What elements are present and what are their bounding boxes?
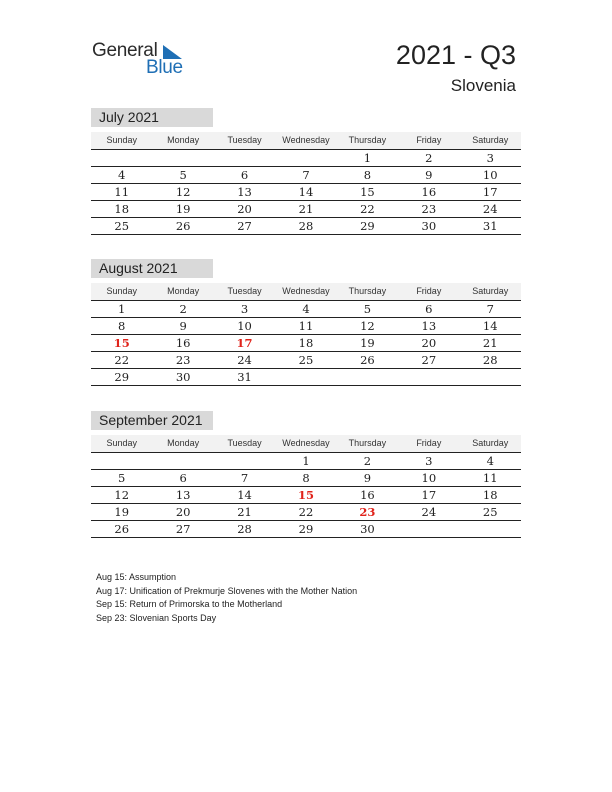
weekday-label: Friday (416, 286, 442, 296)
day-cell: 3 (425, 454, 433, 468)
day-cell: 31 (482, 219, 498, 233)
day-cell (91, 453, 152, 469)
day-cell: 30 (175, 370, 191, 384)
day-cell: 26 (360, 353, 375, 367)
day-cell: 15 (360, 185, 375, 199)
weekday-header-row (91, 283, 521, 301)
day-cell: 12 (175, 185, 191, 199)
day-cell: 10 (421, 471, 437, 485)
day-cell (398, 521, 459, 537)
weekday-label: Thursday (348, 135, 387, 145)
day-cell: 27 (421, 353, 437, 367)
weekday-label: Friday (416, 438, 442, 448)
page-title: 2021 - Q3 (395, 40, 516, 70)
week-row (91, 184, 521, 201)
day-cell: 23 (421, 202, 437, 216)
holiday-note: Aug 17: Unification of Prekmurje Slovenes with the Mother Nation (96, 585, 358, 596)
day-cell: 21 (237, 505, 252, 519)
day-cell: 14 (237, 488, 252, 502)
week-row (91, 218, 521, 235)
holiday-note: Sep 15: Return of Primorska to the Motherland (96, 599, 283, 609)
day-cell: 13 (421, 319, 437, 333)
day-cell: 31 (237, 370, 252, 384)
day-cell: 26 (175, 219, 191, 233)
day-cell: 17 (482, 185, 498, 199)
day-cell: 22 (360, 202, 375, 216)
day-cell: 8 (118, 319, 126, 333)
day-cell: 8 (363, 168, 372, 182)
day-cell: 9 (179, 319, 187, 333)
day-cell: 1 (302, 454, 310, 468)
month-title: September 2021 (91, 411, 213, 430)
week-row (91, 301, 521, 318)
day-cell: 30 (421, 219, 437, 233)
weekday-label: Saturday (472, 438, 509, 448)
weekday-label: Tuesday (227, 135, 262, 145)
day-cell: 27 (237, 219, 252, 233)
day-cell: 25 (298, 353, 314, 367)
day-cell: 16 (175, 336, 191, 350)
day-cell (398, 369, 459, 385)
weekday-label: Sunday (106, 286, 137, 296)
weekday-label: Wednesday (282, 438, 330, 448)
day-cell: 28 (298, 219, 314, 233)
country-name: Slovenia (450, 76, 516, 95)
day-cell: 25 (482, 505, 498, 519)
day-cell: 17 (421, 488, 437, 502)
weekday-label: Tuesday (227, 438, 262, 448)
day-cell: 16 (421, 185, 437, 199)
day-cell: 6 (179, 471, 187, 485)
holiday-day-cell: 15 (297, 488, 314, 502)
day-cell: 29 (298, 522, 314, 536)
day-cell (91, 150, 152, 166)
day-cell (337, 369, 398, 385)
month-title: August 2021 (91, 259, 213, 278)
weekday-label: Wednesday (282, 286, 330, 296)
weekday-label: Thursday (348, 286, 387, 296)
day-cell (275, 369, 336, 385)
day-cell: 10 (237, 319, 252, 333)
week-row (91, 167, 521, 184)
day-cell: 7 (302, 168, 310, 182)
day-cell (460, 521, 521, 537)
day-cell (275, 150, 336, 166)
generalblue-logo (92, 40, 192, 80)
day-cell: 26 (114, 522, 130, 536)
day-cell: 12 (360, 319, 375, 333)
week-row (91, 150, 521, 167)
weekday-label: Sunday (106, 135, 137, 145)
day-cell: 7 (486, 302, 494, 316)
day-cell: 11 (114, 185, 130, 199)
weekday-label: Saturday (472, 135, 509, 145)
day-cell: 19 (114, 505, 130, 519)
day-cell: 5 (179, 168, 187, 182)
day-cell: 2 (425, 151, 433, 165)
day-cell: 22 (298, 505, 314, 519)
day-cell: 5 (363, 302, 372, 316)
holiday-notes (96, 571, 357, 625)
day-cell: 2 (179, 302, 187, 316)
logo-text-blue: Blue (146, 57, 183, 78)
day-cell (214, 453, 275, 469)
weekday-label: Wednesday (282, 135, 330, 145)
day-cell (460, 369, 521, 385)
day-cell: 12 (114, 488, 130, 502)
holiday-day-cell: 17 (236, 336, 253, 350)
weekday-label: Monday (167, 286, 200, 296)
logo-text-general: General (92, 40, 158, 61)
day-cell: 19 (360, 336, 375, 350)
day-cell: 7 (240, 471, 249, 485)
day-cell: 23 (175, 353, 191, 367)
day-cell: 24 (237, 353, 252, 367)
week-row (91, 318, 521, 335)
day-cell: 14 (298, 185, 314, 199)
day-cell: 6 (240, 168, 249, 182)
day-cell: 21 (298, 202, 314, 216)
day-cell: 5 (118, 471, 126, 485)
day-cell: 20 (175, 505, 191, 519)
holiday-day-cell: 15 (113, 336, 130, 350)
holiday-note: Aug 15: Assumption (96, 572, 177, 582)
weekday-label: Friday (416, 135, 442, 145)
day-cell: 29 (114, 370, 130, 384)
day-cell: 13 (237, 185, 252, 199)
week-row (91, 470, 521, 487)
day-cell: 16 (360, 488, 375, 502)
day-cell (152, 150, 213, 166)
day-cell: 18 (114, 202, 130, 216)
day-cell: 1 (363, 151, 372, 165)
weekday-header-row (91, 132, 521, 150)
day-cell: 14 (482, 319, 498, 333)
month-september (91, 411, 521, 538)
weekday-label: Monday (167, 438, 200, 448)
day-cell: 8 (302, 471, 310, 485)
day-cell: 30 (360, 522, 375, 536)
week-row (91, 201, 521, 218)
day-cell: 27 (175, 522, 191, 536)
day-cell: 18 (482, 488, 498, 502)
day-cell: 13 (175, 488, 191, 502)
day-cell: 25 (114, 219, 130, 233)
day-cell: 11 (482, 471, 498, 485)
month-august (91, 259, 521, 386)
day-cell: 2 (363, 454, 372, 468)
week-row (91, 521, 521, 538)
day-cell: 24 (482, 202, 498, 216)
day-cell: 19 (175, 202, 191, 216)
weekday-label: Tuesday (227, 286, 262, 296)
day-cell: 9 (363, 471, 372, 485)
day-cell: 18 (298, 336, 314, 350)
day-cell: 3 (486, 151, 494, 165)
day-cell: 11 (298, 319, 314, 333)
day-cell: 9 (425, 168, 433, 182)
day-cell: 4 (118, 168, 126, 182)
day-cell: 28 (482, 353, 498, 367)
day-cell (152, 453, 213, 469)
day-cell: 22 (114, 353, 130, 367)
day-cell: 21 (482, 336, 498, 350)
day-cell: 24 (421, 505, 437, 519)
day-cell: 29 (360, 219, 375, 233)
weekday-label: Monday (167, 135, 200, 145)
day-cell: 6 (425, 302, 433, 316)
day-cell: 20 (237, 202, 252, 216)
holiday-day-cell: 23 (359, 505, 376, 519)
month-title: July 2021 (91, 108, 213, 127)
weekday-label: Saturday (472, 286, 509, 296)
day-cell: 1 (118, 302, 126, 316)
day-cell: 28 (237, 522, 252, 536)
day-cell: 10 (482, 168, 498, 182)
week-row (91, 335, 521, 352)
week-row (91, 504, 521, 521)
week-row (91, 369, 521, 386)
weekday-label: Sunday (106, 438, 137, 448)
weekday-header-row (91, 435, 521, 453)
holiday-note: Sep 23: Slovenian Sports Day (96, 612, 217, 623)
week-row (91, 352, 521, 369)
weekday-label: Thursday (348, 438, 387, 448)
day-cell: 20 (421, 336, 437, 350)
month-july (91, 108, 521, 235)
week-row (91, 487, 521, 504)
day-cell: 4 (302, 302, 310, 316)
day-cell: 4 (486, 454, 494, 468)
day-cell (214, 150, 275, 166)
week-row (91, 453, 521, 470)
day-cell: 3 (240, 302, 249, 316)
